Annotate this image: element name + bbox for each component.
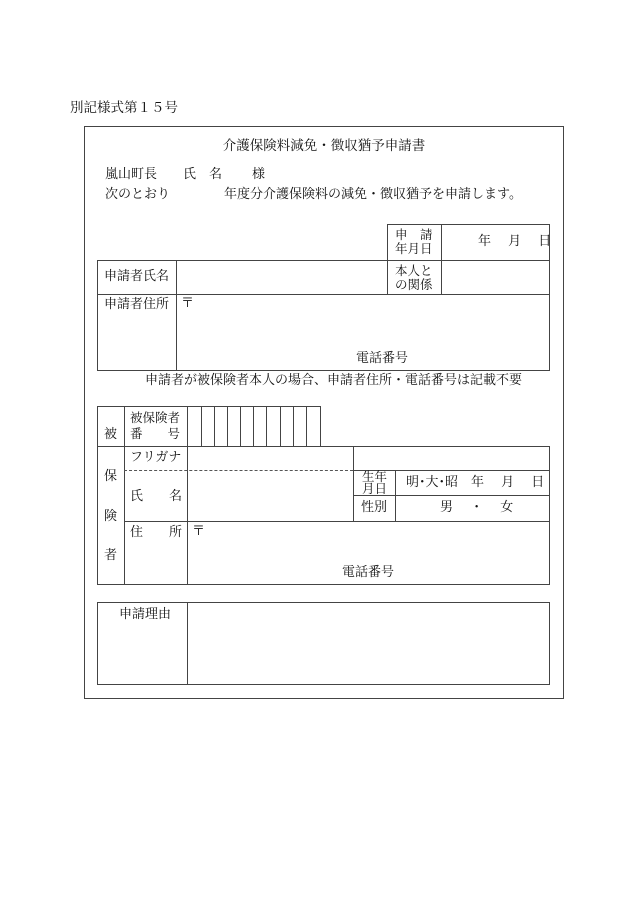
reason-label: 申請理由 [119, 607, 172, 622]
applicant-address-field[interactable] [178, 296, 548, 348]
insured-address-label: 住 所 [130, 525, 183, 540]
insured-side-char-2: 保 [104, 469, 118, 484]
form-title: 介護保険料減免・徴収猶予申請書 [222, 138, 426, 154]
insured-side-char-4: 者 [104, 548, 118, 563]
birth-label-1: 生年 [362, 469, 388, 484]
relation-label-1: 本人と [395, 263, 433, 278]
insured-phone-label: 電話番号 [342, 565, 395, 580]
honorific: 様 [252, 167, 266, 182]
application-date-value[interactable]: 年 月 日 [478, 234, 552, 249]
note-text: 申請者が被保険者本人の場合、申請者住所・電話番号は記載不要 [145, 373, 523, 388]
insured-name-label: 氏 名 [130, 489, 183, 504]
intro-text: 年度分介護保険料の減免・徴収猶予を申請します。 [224, 187, 522, 202]
sex-value[interactable]: 男 ・ 女 [440, 500, 514, 515]
applicant-postal-mark: 〒 [181, 296, 195, 311]
furigana-field[interactable] [189, 448, 351, 469]
form-number: 別記様式第１５号 [70, 100, 178, 116]
insured-name-field[interactable] [189, 472, 351, 520]
insured-number-label-2: 番 号 [130, 426, 181, 441]
insured-side-char-3: 険 [104, 509, 118, 524]
mayor-label: 嵐山町長 [105, 167, 158, 182]
insured-postal-mark: 〒 [192, 524, 206, 539]
birth-label-2: 月日 [362, 481, 388, 496]
relation-label-2: の関係 [395, 277, 433, 292]
applicant-phone-label: 電話番号 [356, 351, 409, 366]
reason-field[interactable] [189, 604, 548, 683]
insured-number-label-1: 被保険者 [130, 410, 181, 425]
application-date-label-2: 年月日 [395, 241, 433, 256]
mayor-name-label: 氏 名 [183, 167, 223, 182]
relation-field[interactable] [443, 262, 548, 293]
applicant-name-field[interactable] [178, 262, 385, 293]
applicant-name-label: 申請者氏名 [104, 269, 170, 284]
application-date-label-1: 申 請 [395, 227, 433, 242]
applicant-address-label: 申請者住所 [104, 297, 170, 312]
birth-date-value[interactable]: 明･大･昭 年 月 日 [406, 475, 545, 490]
sex-label: 性別 [361, 500, 388, 515]
insured-address-field[interactable] [189, 523, 548, 563]
insured-side-char-1: 被 [104, 427, 118, 442]
furigana-label: フリガナ [130, 450, 182, 465]
insured-number-field[interactable] [188, 407, 320, 445]
intro-prefix: 次のとおり [105, 187, 171, 202]
